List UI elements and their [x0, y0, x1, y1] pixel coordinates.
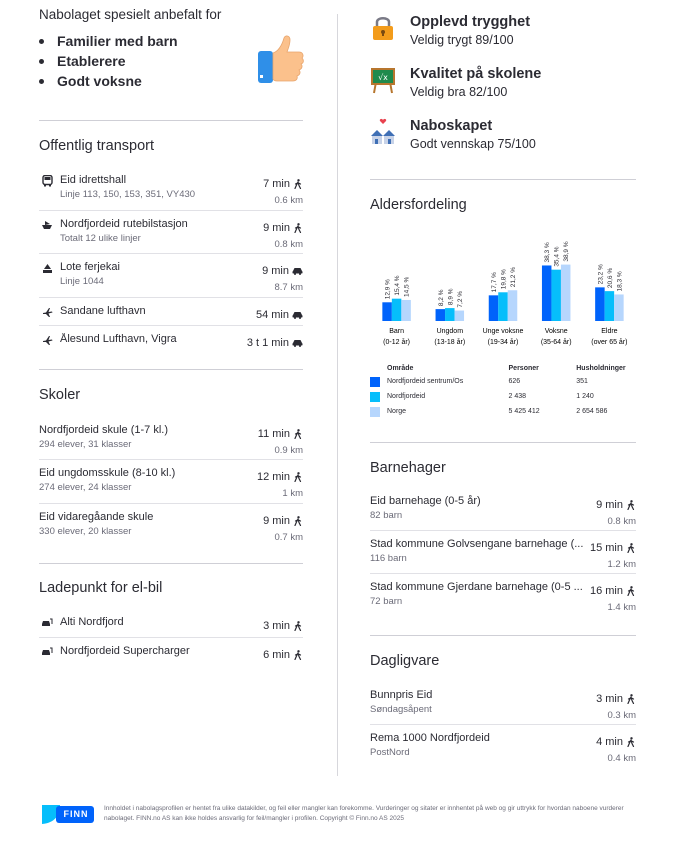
legend-swatch: [370, 392, 380, 402]
transport-time: 54 min: [255, 309, 289, 321]
legend-persons: 626: [508, 378, 521, 385]
transport-time: 3 t 1 min: [246, 337, 289, 349]
blackboard-icon: [370, 66, 396, 94]
transport-time: 9 min: [262, 265, 289, 277]
age-bar-label: 38,3 %: [544, 242, 552, 263]
legend-persons: 5 425 412: [508, 408, 540, 415]
age-bar-label: 18,3 %: [616, 271, 624, 292]
school-time: 12 min: [256, 471, 290, 483]
transport-lines: Linje 1044: [60, 276, 104, 287]
transport-distance: 0.8 km: [274, 239, 303, 250]
age-bar: [489, 295, 499, 321]
walk-icon: [293, 223, 303, 233]
age-category-label: Ungdom: [436, 328, 464, 335]
age-category-label: Unge voksne: [482, 328, 524, 335]
legend-households: 1 240: [576, 393, 594, 400]
age-category-range: (over 65 år): [591, 339, 628, 346]
car-icon: [292, 266, 303, 276]
grocery-distance: 0.3 km: [607, 710, 636, 721]
transport-distance: 0.6 km: [274, 195, 303, 206]
school-distance: 0.9 km: [274, 445, 303, 456]
groceries-list: [370, 689, 636, 767]
divider: [370, 442, 636, 443]
legend-header-persons: Personer: [508, 364, 539, 372]
grocery-time: 4 min: [596, 736, 623, 748]
thumbs-up-icon: [257, 35, 305, 85]
school-name: Nordfjordeid skule (1-7 kl.): [39, 424, 168, 436]
age-bar-label: 12,9 %: [384, 279, 392, 300]
school-details: 294 elever, 31 klasser: [39, 439, 132, 450]
age-bar-label: 14,5 %: [403, 276, 411, 297]
age-category-range: (0-12 år): [383, 339, 411, 346]
age-bar-label: 35,4 %: [553, 246, 561, 267]
age-bar-label: 7,2 %: [456, 290, 464, 308]
divider: [370, 635, 636, 636]
transport-row[interactable]: [39, 254, 303, 297]
kindergarten-children: 82 barn: [370, 510, 403, 521]
age-bar-label: 21,2 %: [510, 267, 517, 288]
school-details: 330 elever, 20 klasser: [39, 526, 132, 537]
walk-icon: [626, 737, 636, 747]
kindergartens-title: Barnehager: [370, 460, 446, 476]
transport-name: Eid idrettshall: [60, 174, 127, 186]
legend-swatch: [370, 407, 380, 417]
legend-header: [370, 362, 636, 374]
school-details: 274 elever, 24 klasser: [39, 482, 132, 493]
transport-lines: Linje 113, 150, 153, 351, VY430: [60, 189, 196, 200]
rating-title: Opplevd trygghet: [410, 14, 531, 30]
rating-value: Veldig bra 82/100: [410, 85, 508, 99]
disclaimer-text: Innholdet i nabolagsprofilen er hentet fra ulike datakilder, og feil eller mangler kan forekomme. Vurderinger og sitater er innhentet på web og gir uttrykk for hvordan naboene vurderer nabolaget. FINN.no AS kan ikke holdes ansvarlig for feil/mangler i profilen. Copyright © Finn.no AS 2025: [104, 805, 624, 822]
grocery-time: 3 min: [596, 693, 623, 705]
walk-icon: [293, 621, 303, 631]
rating-value: Godt vennskap 75/100: [410, 137, 536, 151]
age-bar: [561, 265, 571, 321]
age-bar-label: 38,9 %: [563, 241, 571, 262]
age-category-range: (19-34 år): [487, 339, 519, 346]
age-bar-label: 19,8 %: [500, 269, 508, 290]
age-bar-label: 17,7 %: [491, 272, 498, 293]
transport-list: [39, 174, 303, 353]
transport-time: 7 min: [263, 178, 290, 190]
finn-logo-text: FINN: [63, 809, 89, 819]
school-name: Eid vidaregåande skule: [39, 511, 154, 523]
transport-name: Lote ferjekai: [60, 261, 120, 273]
kindergarten-row[interactable]: [370, 495, 636, 530]
age-bar-label: 20,6 %: [606, 267, 614, 289]
school-row[interactable]: [39, 424, 303, 459]
walk-icon: [293, 650, 303, 660]
divider: [39, 120, 303, 121]
age-bar: [595, 287, 605, 321]
rating-value: Veldig trygt 89/100: [410, 33, 514, 47]
ratings-section: [370, 14, 636, 170]
age-category-label: Barn: [389, 328, 404, 335]
car-icon: [292, 310, 303, 320]
age-bar: [605, 291, 615, 321]
boat-icon: [39, 218, 55, 232]
grocery-distance: 0.4 km: [607, 753, 636, 764]
recommended-section: [39, 7, 303, 91]
kindergarten-time: 15 min: [589, 542, 623, 554]
kindergarten-time: 9 min: [596, 499, 623, 511]
svg-text:√x: √x: [378, 73, 388, 82]
charging-time: 6 min: [263, 649, 290, 661]
walk-icon: [293, 516, 303, 526]
transport-row[interactable]: [39, 174, 303, 210]
kindergarten-name: Stad kommune Golvsengane barnehage (...: [370, 538, 584, 550]
kindergarten-time: 16 min: [589, 585, 623, 597]
walk-icon: [626, 586, 636, 596]
transport-title: Offentlig transport: [39, 138, 154, 154]
recommended-item: Etablerere: [39, 51, 303, 71]
age-legend: [370, 362, 636, 419]
transport-distance: 8.7 km: [274, 282, 303, 293]
ev-charger-icon: [39, 616, 55, 630]
kindergarten-name: Stad kommune Gjerdane barnehage (0-5 ...: [370, 581, 583, 593]
age-bar: [382, 302, 392, 321]
legend-row: [370, 374, 636, 389]
school-distance: 1 km: [282, 488, 303, 499]
age-bar-label: 15,4 %: [394, 275, 402, 296]
schools-list: [39, 424, 303, 547]
rating-safety: [370, 14, 636, 66]
grocery-name: Bunnpris Eid: [370, 689, 433, 701]
ev-charger-icon: [39, 645, 55, 659]
legend-households: 2 654 586: [576, 408, 608, 415]
finn-logo[interactable]: [40, 804, 96, 825]
age-title: Aldersfordeling: [370, 197, 467, 213]
walk-icon: [626, 500, 636, 510]
charging-row[interactable]: [39, 616, 303, 637]
school-time: 11 min: [257, 428, 290, 440]
age-bar-label: 23,2 %: [597, 264, 605, 285]
airplane-icon: [39, 333, 55, 347]
grocery-info: PostNord: [370, 747, 410, 758]
transport-name: Ålesund Lufthavn, Vigra: [60, 333, 177, 345]
age-bar: [445, 308, 455, 321]
divider: [370, 179, 636, 180]
legend-area: Norge: [387, 408, 407, 415]
recommended-item: Godt voksne: [39, 71, 303, 91]
legend-row: [370, 404, 636, 419]
grocery-info: Søndagsåpent: [370, 704, 432, 715]
bus-icon: [39, 174, 55, 188]
school-row[interactable]: [39, 504, 303, 547]
age-category-label: Voksne: [544, 328, 568, 335]
transport-lines: Totalt 12 ulike linjer: [60, 233, 141, 244]
divider: [39, 369, 303, 370]
charging-name: Nordfjordeid Supercharger: [60, 645, 190, 657]
kindergarten-children: 72 barn: [370, 596, 403, 607]
neighbourhood-icon: [370, 118, 396, 146]
transport-row[interactable]: [39, 211, 303, 253]
kindergartens-list: [370, 495, 636, 616]
school-distance: 0.7 km: [274, 532, 303, 543]
walk-icon: [626, 694, 636, 704]
transport-row[interactable]: [39, 326, 303, 353]
kindergarten-row[interactable]: [370, 574, 636, 616]
rating-neighbourhood: [370, 118, 636, 170]
age-category-range: (35-64 år): [540, 339, 572, 346]
legend-row: [370, 389, 636, 404]
grocery-row[interactable]: [370, 725, 636, 767]
age-bar: [498, 292, 508, 321]
charging-row[interactable]: [39, 638, 303, 665]
transport-time: 9 min: [263, 222, 290, 234]
legend-area: Nordfjordeid sentrum/Os: [387, 378, 464, 385]
school-name: Eid ungdomsskule (8-10 kl.): [39, 467, 176, 479]
legend-area: Nordfjordeid: [387, 393, 426, 400]
age-bar: [455, 311, 465, 321]
walk-icon: [293, 429, 303, 439]
car-icon: [292, 338, 303, 348]
kindergarten-name: Eid barnehage (0-5 år): [370, 495, 481, 507]
rating-title: Naboskapet: [410, 118, 493, 134]
age-bar: [436, 309, 446, 321]
grocery-name: Rema 1000 Nordfjordeid: [370, 732, 490, 744]
walk-icon: [293, 179, 303, 189]
rating-title: Kvalitet på skolene: [410, 66, 542, 82]
kindergarten-distance: 0.8 km: [607, 516, 636, 527]
transport-row[interactable]: [39, 298, 303, 325]
kindergarten-children: 116 barn: [370, 553, 407, 564]
transport-name: Sandane lufthavn: [60, 305, 146, 317]
legend-swatch: [370, 377, 380, 387]
age-bar: [392, 299, 402, 321]
legend-header-area: Område: [387, 364, 414, 372]
airplane-icon: [39, 305, 55, 319]
legend-persons: 2 438: [508, 393, 527, 400]
age-bar: [508, 290, 518, 321]
divider: [39, 563, 303, 564]
grocery-row[interactable]: [370, 689, 636, 724]
groceries-title: Dagligvare: [370, 653, 440, 669]
age-bar: [551, 270, 561, 321]
footer: [40, 804, 639, 825]
recommended-item: Familier med barn: [39, 31, 303, 51]
ferry-icon: [39, 261, 55, 275]
age-bar: [614, 294, 624, 321]
walk-icon: [626, 543, 636, 553]
walk-icon: [293, 472, 303, 482]
charging-list: [39, 616, 303, 665]
age-bar: [401, 300, 411, 321]
legend-header-households: Husholdninger: [576, 364, 626, 372]
charging-name: Alti Nordfjord: [60, 616, 124, 628]
school-time: 9 min: [263, 515, 290, 527]
kindergarten-distance: 1.4 km: [607, 602, 636, 613]
column-divider: [337, 14, 338, 776]
age-distribution-chart: [370, 226, 636, 356]
age-bar-label: 8,2 %: [437, 289, 445, 307]
age-category-label: Eldre: [601, 328, 618, 335]
age-category-range: (13-18 år): [434, 339, 466, 346]
legend-households: 351: [576, 378, 588, 385]
kindergarten-distance: 1.2 km: [607, 559, 636, 570]
charging-time: 3 min: [263, 620, 290, 632]
recommended-title: Nabolaget spesielt anbefalt for: [39, 7, 222, 22]
transport-name: Nordfjordeid rutebilstasjon: [60, 218, 188, 230]
age-bar-label: 8,9 %: [447, 288, 455, 306]
kindergarten-row[interactable]: [370, 531, 636, 573]
rating-schools: [370, 66, 636, 118]
school-row[interactable]: [39, 460, 303, 503]
charging-title: Ladepunkt for el-bil: [39, 580, 163, 596]
lock-icon: [370, 14, 396, 42]
schools-title: Skoler: [39, 387, 81, 403]
age-bar: [542, 265, 552, 321]
